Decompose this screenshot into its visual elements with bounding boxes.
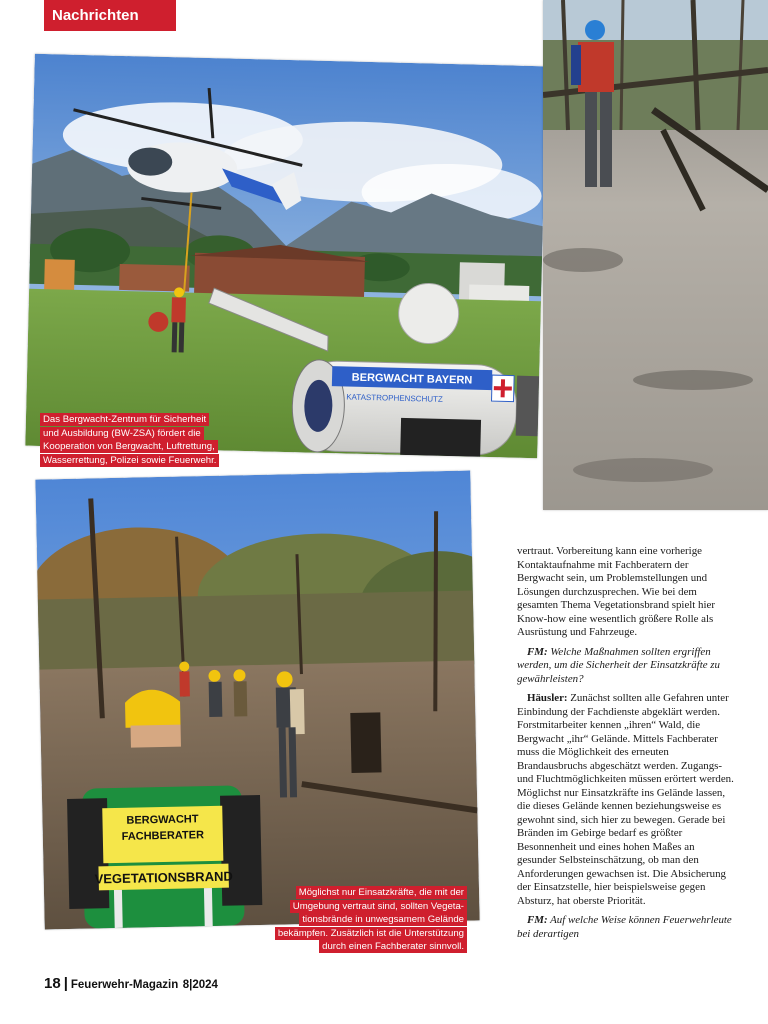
forest-fire-photo <box>35 470 479 929</box>
helicopter-caption <box>40 413 270 467</box>
caption-line: tionsbrände in unwegsamem Gelände <box>299 913 467 926</box>
tank-sublabel: KATASTROPHENSCHUTZ <box>346 392 443 404</box>
vest-line-2: FACHBERATER <box>121 829 205 843</box>
caption-line: durch einen Fachberater sinnvoll. <box>319 940 467 953</box>
question-text: Auf welche Weise können Feuerwehrleute bei derartigen <box>517 914 732 940</box>
caption-line: Umgebung vertraut sind, sollten Vegeta- <box>290 900 467 913</box>
article-column <box>517 545 735 947</box>
speaker-label: FM: <box>527 645 548 658</box>
caption-line: Kooperation von Bergwacht, Luftrettung, <box>40 440 218 453</box>
magazine-name: Feuerwehr-Magazin <box>70 979 179 991</box>
tank-label: BERGWACHT BAYERN <box>351 371 473 387</box>
answer-text: Zunächst sollten alle Gefahren unter Einbindung der Fachdienste abgeklärt werden. Forstmitarbeiter kennen „ihren“ Wald, die Bergwacht „ihr“ Gelände. Mittels Fachberater muss die Möglichkeit des erneuten Brandausbruchs abgeschätzt werden. Zugangs- und Fluchtmöglichkeiten müssen erörtert werden. Möglichst nur Einsatzkräfte ins Gelände lassen, die dieses Gelände kennen beziehungsweise es gewohnt sind, sich hier zu bewegen. Gerade bei Bränden im Gebirge bedarf es größter Besonnenheit und eines hohen Maßes an gesunder Selbsteinschätzung, ob man den Anforderungen gewachsen ist. Die Absicherung der Einsatzstelle, hier beispielsweise gegen Absturz, hat oberste Priorität. <box>517 692 734 907</box>
caption-line: Das Bergwacht-Zentrum für Sicherheit <box>40 413 209 426</box>
footer-separator: | <box>63 975 68 992</box>
article-paragraph: vertraut. Vorbereitung kann eine vorherige Kontaktaufnahme mit Fachberatern der Bergwacht sein, um Problemstellungen und Lösungen durchzusprechen. Wie bei dem gesamten Thema Vegetationsbrand spielt hier Know-how eine wesentlich größere Rolle als Ausrüstung und Fahrzeuge. <box>517 545 715 638</box>
interview-question <box>517 646 735 687</box>
burnt-ground-photo <box>543 0 768 510</box>
speaker-label: FM: <box>527 914 548 926</box>
caption-line: bekämpfen. Zusätzlich ist die Unterstützung <box>275 927 467 940</box>
caption-line: und Ausbildung (BW-ZSA) fördert die <box>40 427 204 440</box>
question-text: Welche Maßnahmen sollten ergriffen werden, um die Sicherheit der Einsatzkräfte zu gewährleisten? <box>517 645 720 685</box>
speaker-label: Häusler: <box>527 692 568 704</box>
section-label: Nachrichten <box>44 0 176 31</box>
interview-question <box>517 914 735 941</box>
interview-answer <box>517 692 735 908</box>
helicopter-photo <box>25 54 546 458</box>
page-number: 18 <box>44 975 61 992</box>
caption-line: Möglichst nur Einsatzkräfte, die mit der <box>296 886 467 899</box>
vest-line-3: VEGETATIONSBRAND <box>94 868 233 887</box>
forest-caption <box>265 886 467 954</box>
issue-number: 8|2024 <box>182 979 218 991</box>
page-footer <box>44 975 218 993</box>
vest-line-1: BERGWACHT <box>126 813 199 827</box>
caption-line: Wasserrettung, Polizei sowie Feuerwehr. <box>40 454 219 467</box>
